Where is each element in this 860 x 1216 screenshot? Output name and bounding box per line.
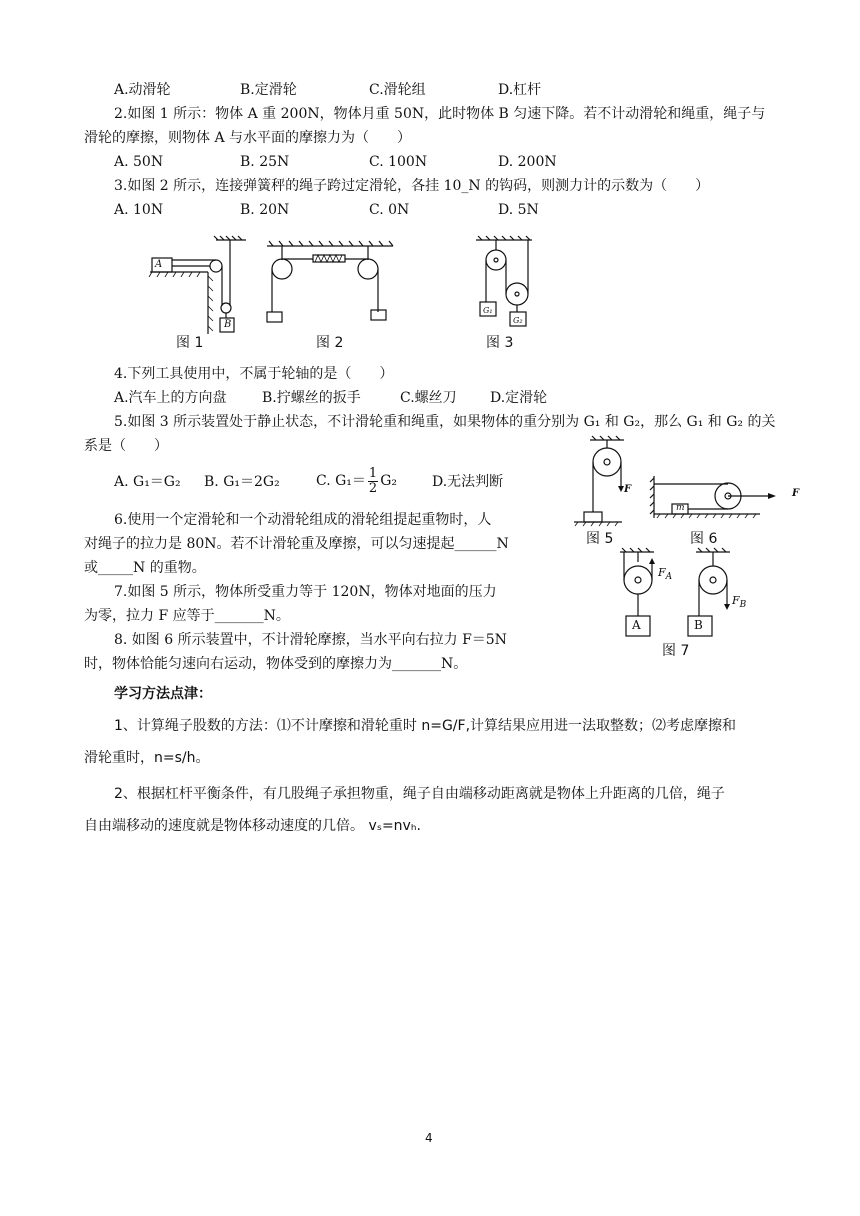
figure-2-diagram: [265, 240, 395, 330]
figure-5-diagram: [574, 436, 634, 526]
figure-3-diagram: [474, 236, 534, 336]
q3-option-d: D. 5N: [498, 202, 539, 218]
q5-stem-line1: 5.如图 3 所示装置处于静止状态，不计滑轮重和绳重，如果物体的重分别为 G₁ 和 G₂，那么 G₁ 和 G₂ 的关: [114, 414, 776, 430]
fig1-caption: 图 1: [176, 335, 204, 351]
fig1-label-b: B: [224, 319, 232, 330]
q7-line1: 7.如图 5 所示，物体所受重力等于 120N，物体对地面的压力: [114, 584, 497, 600]
q5-option-c-fraction: [368, 467, 378, 496]
q5-option-c-suffix: G₂: [380, 473, 397, 489]
tips-p2-line1: 2、根据杠杆平衡条件，有几股绳子承担物重，绳子自由端移动距离就是物体上升距离的几倍，绳子: [114, 786, 725, 802]
q1-option-c: C.滑轮组: [369, 82, 426, 98]
q3-option-a: A. 10N: [114, 202, 164, 218]
q6-line2: 对绳子的拉力是 80N。若不计滑轮重及摩擦，可以匀速提起______N: [84, 536, 509, 552]
q5-option-a: A. G₁＝G₂: [114, 474, 181, 490]
q5-option-d: D.无法判断: [432, 474, 504, 490]
fig6-label-m: m: [676, 503, 685, 513]
q5-option-c-prefix: C. G₁＝: [316, 473, 366, 489]
fig2-caption: 图 2: [316, 335, 344, 351]
q6-line3: 或_____N 的重物。: [84, 560, 206, 576]
q2-stem-line2: 滑轮的摩擦，则物体 A 与水平面的摩擦力为（ ）: [84, 130, 412, 146]
fig1-label-a: A: [155, 259, 163, 270]
q4-option-a: A.汽车上的方向盘: [114, 390, 227, 406]
fig3-label-g1: G₁: [483, 306, 493, 315]
q5-option-c: [316, 464, 397, 498]
fig5-caption: 图 5: [586, 531, 614, 547]
figure-6-diagram: [650, 474, 790, 518]
fig7-caption: 图 7: [662, 643, 690, 659]
q4-option-d: D.定滑轮: [490, 390, 548, 406]
fig5-label-f: F: [624, 484, 632, 495]
q4-option-c: C.螺丝刀: [400, 390, 457, 406]
q1-option-b: B.定滑轮: [240, 82, 297, 98]
q3-option-b: B. 20N: [240, 202, 290, 218]
fig7-box-b: B: [694, 618, 703, 632]
fig3-label-g2: G₂: [513, 316, 523, 325]
tips-p1-line1: 1、计算绳子股数的方法：⑴不计摩擦和滑轮重时 n=G/F,计算结果应用进一法取整数；⑵考虑摩擦和: [114, 718, 737, 734]
fig6-caption: 图 6: [690, 531, 718, 547]
q5-fraction-numerator: 1: [368, 465, 378, 481]
q2-stem-line1: 2.如图 1 所示：物体 A 重 200N，物体月重 50N，此时物体 B 匀速下降。若不计动滑轮和绳重，绳子与: [114, 106, 766, 122]
figure-1-diagram: [150, 236, 250, 336]
fig3-caption: 图 3: [486, 335, 514, 351]
fig7-label-fb: $F_B$: [732, 594, 747, 611]
fig6-label-f: F: [792, 488, 800, 499]
tips-heading: 学习方法点津：: [114, 686, 212, 702]
fig7-label-fa: $F_A$: [658, 566, 673, 583]
page-number: 4: [425, 1131, 433, 1145]
q2-option-a: A. 50N: [114, 154, 164, 170]
q2-option-b: B. 25N: [240, 154, 290, 170]
q5-stem-line2: 系是（ ）: [84, 438, 168, 454]
tips-p2-line2: 自由端移动的速度就是物体移动速度的几倍。 vₛ=nvₕ.: [84, 818, 421, 834]
tips-p1-line2: 滑轮重时，n=s/h。: [84, 750, 210, 766]
q4-option-b: B.拧螺丝的扳手: [262, 390, 361, 406]
q2-option-d: D. 200N: [498, 154, 557, 170]
fig7-box-a: A: [632, 618, 641, 632]
q8-line2: 时，物体恰能匀速向右运动，物体受到的摩擦力为_______N。: [84, 656, 468, 672]
q8-line1: 8. 如图 6 所示装置中，不计滑轮摩擦，当水平向右拉力 F＝5N: [114, 632, 507, 648]
q2-option-c: C. 100N: [369, 154, 428, 170]
q4-stem: 4.下列工具使用中，不属于轮轴的是（ ）: [114, 366, 394, 382]
q1-option-a: A.动滑轮: [114, 82, 171, 98]
q3-stem: 3.如图 2 所示，连接弹簧秤的绳子跨过定滑轮，各挂 10_N 的钩码，则测力计的示数为（ ）: [114, 178, 710, 194]
q5-option-b: B. G₁＝2G₂: [204, 474, 280, 490]
q7-line2: 为零，拉力 F 应等于_______N。: [84, 608, 290, 624]
q1-option-d: D.杠杆: [498, 82, 542, 98]
q6-line1: 6.使用一个定滑轮和一个动滑轮组成的滑轮组提起重物时，人: [114, 512, 492, 528]
q3-option-c: C. 0N: [369, 202, 410, 218]
q5-fraction-denominator: 2: [368, 480, 378, 496]
